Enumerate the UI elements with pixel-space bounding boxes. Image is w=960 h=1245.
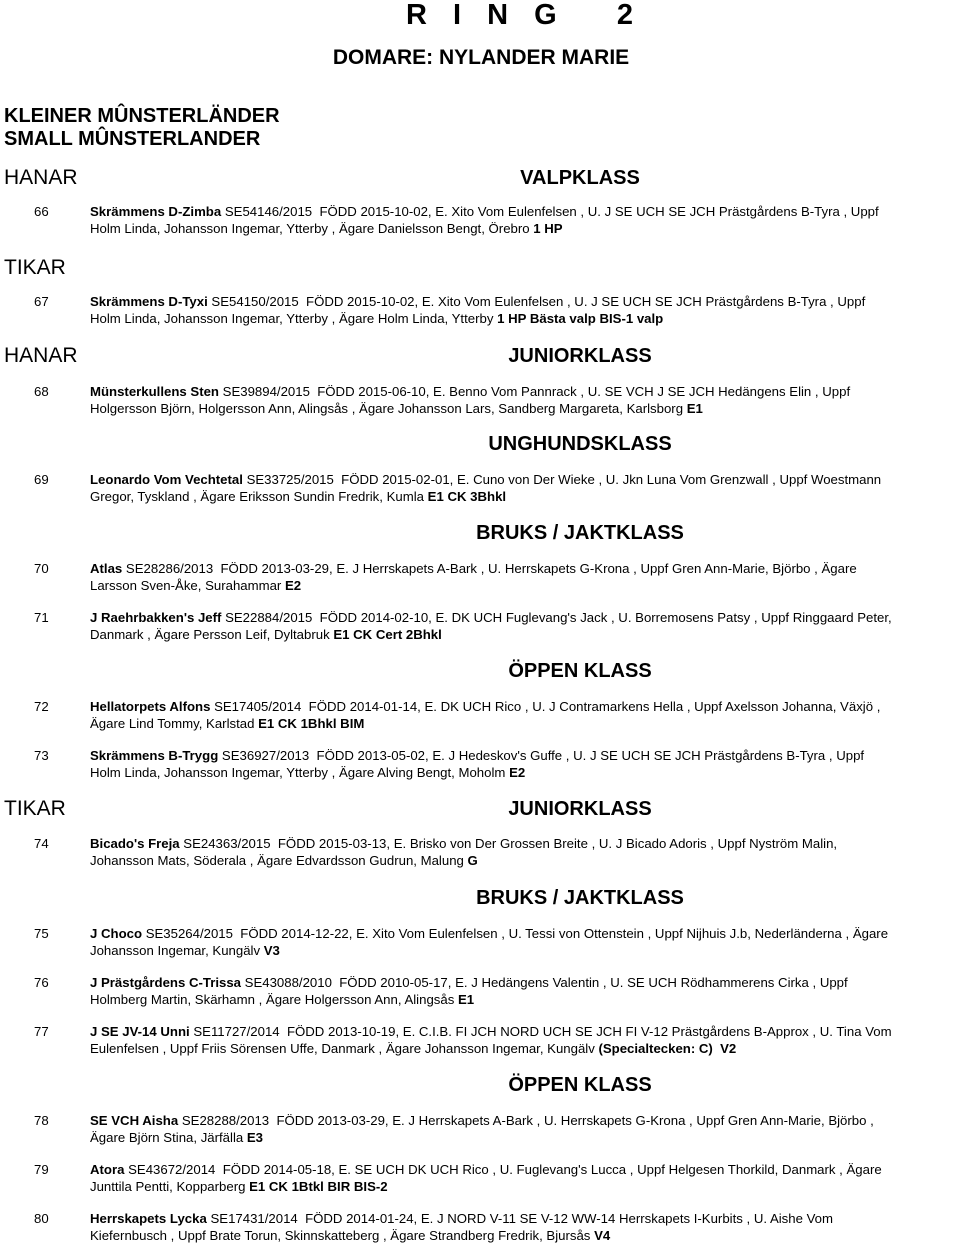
entry-details-2: Gregor, Tyskland , Ägare Eriksson Sundin Fredrik, Kumla (90, 488, 428, 504)
entry-details: SE33725/2015 FÖDD 2015-02-01, E. Cuno von Der Wieke , U. Jkn Luna Vom Grenzwall , Uppf Woestmann (242, 472, 882, 487)
entry-number: 71 (34, 610, 49, 625)
entry-details-2: Johansson Ingemar, Kungälv (90, 942, 264, 958)
entry-details: SE54146/2015 FÖDD 2015-10-02, E. Xito Vom Eulenfelsen , U. J SE UCH SE JCH Prästgårdens B-Tyra , Uppf (221, 204, 879, 219)
entry-details: SE24363/2015 FÖDD 2015-03-13, E. Brisko von Der Grossen Breite , U. J Bicado Adoris , Uppf Nyström Malin, (179, 836, 838, 851)
dog-name: Atora (90, 1162, 125, 1177)
dog-name: Hellatorpets Alfons (90, 699, 211, 714)
entry-number: 74 (34, 836, 49, 851)
dog-name: Skrämmens D-Tyxi (90, 294, 208, 309)
entry-details: SE39894/2015 FÖDD 2015-06-10, E. Benno Vom Pannrack , U. SE VCH J SE JCH Hedängens Elin , Uppf (218, 384, 851, 399)
breed-name-swedish: KLEINER MÛNSTERLÄNDER (4, 105, 280, 127)
heading-juniorklass: JUNIORKLASS (508, 345, 652, 367)
entry-number: 78 (34, 1113, 49, 1128)
entry-result: E1 (457, 991, 475, 1007)
dog-name: Herrskapets Lycka (90, 1211, 207, 1226)
entry-details: SE35264/2015 FÖDD 2014-12-22, E. Xito Vom Eulenfelsen , U. Tessi von Ottenstein , Uppf Nijhuis J.b, Nederländerna , Ägare (142, 926, 889, 941)
entry-result: V3 (263, 942, 280, 958)
heading-oppenklass: ÖPPEN KLASS (508, 660, 652, 682)
entry-result: 1 HP Bästa valp BIS-1 valp (497, 310, 664, 326)
entry-details-2: Ägare Lind Tommy, Karlstad (90, 715, 259, 731)
entry-details: SE28288/2013 FÖDD 2013-03-29, E. J Herrskapets A-Bark , U. Herrskapets G-Krona , Uppf Gren Ann-Marie, Björbo , (178, 1113, 874, 1128)
entry-details-2: Eulenfelsen , Uppf Friis Sörensen Uffe, Danmark , Ägare Johansson Ingemar, Kungälv (90, 1040, 599, 1056)
entry-number: 70 (34, 561, 49, 576)
entry-number: 75 (34, 926, 49, 941)
entry-result: E1 (686, 400, 703, 416)
dog-name: Skrämmens B-Trygg (90, 748, 219, 763)
entry-result: E3 (246, 1129, 264, 1145)
entry-details: SE43672/2014 FÖDD 2014-05-18, E. SE UCH DK UCH Rico , U. Fuglevang's Lucca , Uppf Helgesen Thorkild, Danmark , Ägare (124, 1162, 882, 1177)
entry-result: E1 CK 3Bhkl (427, 488, 507, 504)
heading-juniorklass: JUNIORKLASS (508, 798, 652, 820)
breed-name-english: SMALL MÛNSTERLANDER (4, 128, 261, 150)
heading-tikar: TIKAR (4, 256, 66, 279)
entry-number: 77 (34, 1024, 49, 1039)
entry-details-2: Ägare Björn Stina, Järfälla (90, 1129, 247, 1145)
entry-result: E1 CK 1Bhkl BIM (258, 715, 365, 731)
heading-unghundsklass: UNGHUNDSKLASS (488, 433, 672, 455)
dog-name: Münsterkullens Sten (90, 384, 219, 399)
entry-details: SE54150/2015 FÖDD 2015-10-02, E. Xito Vom Eulenfelsen , U. J SE UCH SE JCH Prästgårdens B-Tyra , Uppf (207, 294, 866, 309)
entry-result: E2 (284, 577, 302, 593)
entry-result: (Specialtecken: C) V2 (598, 1040, 737, 1056)
entry-number: 66 (34, 204, 49, 219)
entry-number: 72 (34, 699, 49, 714)
heading-tikar: TIKAR (4, 797, 66, 820)
entry-details: SE43088/2010 FÖDD 2010-05-17, E. J Hedängens Valentin , U. SE UCH Rödhammerens Cirka , Uppf (241, 975, 848, 990)
entry-details: SE28286/2013 FÖDD 2013-03-29, E. J Herrskapets A-Bark , U. Herrskapets G-Krona , Uppf Gren Ann-Marie, Björbo , Ägare (122, 561, 857, 576)
entry-number: 73 (34, 748, 49, 763)
entry-details-2: Holm Linda, Johansson Ingemar, Ytterby , Ägare Alving Bengt, Moholm (90, 764, 510, 780)
dog-name: Bicado's Freja (90, 836, 180, 851)
heading-valpklass: VALPKLASS (520, 167, 640, 189)
ring-title: R I N G 2 (406, 0, 642, 31)
entry-number: 67 (34, 294, 49, 309)
entry-result: 1 HP (533, 220, 563, 236)
dog-name: Leonardo Vom Vechtetal (90, 472, 243, 487)
dog-name: J Raehrbakken's Jeff (90, 610, 222, 625)
entry-result: E1 CK 1Btkl BIR BIS-2 (249, 1178, 388, 1194)
dog-name: J SE JV-14 Unni (90, 1024, 190, 1039)
dog-name: Skrämmens D-Zimba (90, 204, 222, 219)
entry-details-2: Johansson Mats, Söderala , Ägare Edvardsson Gudrun, Malung (90, 852, 468, 868)
entry-number: 79 (34, 1162, 49, 1177)
dog-name: SE VCH Aisha (90, 1113, 179, 1128)
entry-details: SE17405/2014 FÖDD 2014-01-14, E. DK UCH Rico , U. J Contramarkens Hella , Uppf Axelsson Johanna, Växjö , (210, 699, 881, 714)
entry-result: E1 CK Cert 2Bhkl (333, 626, 442, 642)
entry-number: 76 (34, 975, 49, 990)
judge-name: DOMARE: NYLANDER MARIE (332, 46, 630, 69)
dog-name: J Prästgårdens C-Trissa (90, 975, 241, 990)
entry-details: SE36927/2013 FÖDD 2013-05-02, E. J Hedeskov's Guffe , U. J SE UCH SE JCH Prästgårdens B-Tyra , Uppf (218, 748, 865, 763)
dog-name: J Choco (90, 926, 143, 941)
entry-details-2: Holmberg Martin, Skärhamn , Ägare Holgersson Ann, Alingsås (90, 991, 458, 1007)
heading-bruksklass: BRUKS / JAKTKLASS (476, 522, 684, 544)
dog-name: Atlas (90, 561, 123, 576)
entry-details-2: Danmark , Ägare Persson Leif, Dyltabruk (90, 626, 334, 642)
entry-details-2: Holm Linda, Johansson Ingemar, Ytterby , Ägare Holm Linda, Ytterby (90, 310, 498, 326)
heading-bruksklass: BRUKS / JAKTKLASS (476, 887, 684, 909)
entry-details-2: Junttila Pentti, Kopparberg (90, 1178, 250, 1194)
entry-number: 68 (34, 384, 49, 399)
entry-details: SE11727/2014 FÖDD 2013-10-19, E. C.I.B. FI JCH NORD UCH SE JCH FI V-12 Prästgårdens B-Approx , U. Tina Vom (189, 1024, 892, 1039)
entry-details: SE22884/2015 FÖDD 2014-02-10, E. DK UCH Fuglevang's Jack , U. Borremosens Patsy , Uppf Ringgaard Peter, (221, 610, 892, 625)
entry-details-2: Larsson Sven-Åke, Surahammar (90, 577, 285, 593)
entry-result: G (467, 852, 478, 868)
entry-number: 80 (34, 1211, 49, 1226)
heading-hanar: HANAR (4, 166, 78, 189)
entry-number: 69 (34, 472, 49, 487)
entry-details-2: Holgersson Björn, Holgersson Ann, Alingsås , Ägare Johansson Lars, Sandberg Margareta, Karlsborg (90, 400, 687, 416)
entry-result: E2 (509, 764, 526, 780)
heading-oppenklass: ÖPPEN KLASS (508, 1074, 652, 1096)
entry-details-2: Holm Linda, Johansson Ingemar, Ytterby , Ägare Danielsson Bengt, Örebro (90, 220, 534, 236)
entry-details: SE17431/2014 FÖDD 2014-01-24, E. J NORD V-11 SE V-12 WW-14 Herrskapets I-Kurbits , U. Aishe Vom (206, 1211, 833, 1226)
entry-result: V4 (594, 1227, 611, 1243)
entry-details-2: Kiefernbusch , Uppf Brate Torun, Skinnskatteberg , Ägare Strandberg Fredrik, Bjursås (90, 1227, 595, 1243)
heading-hanar: HANAR (4, 344, 78, 367)
